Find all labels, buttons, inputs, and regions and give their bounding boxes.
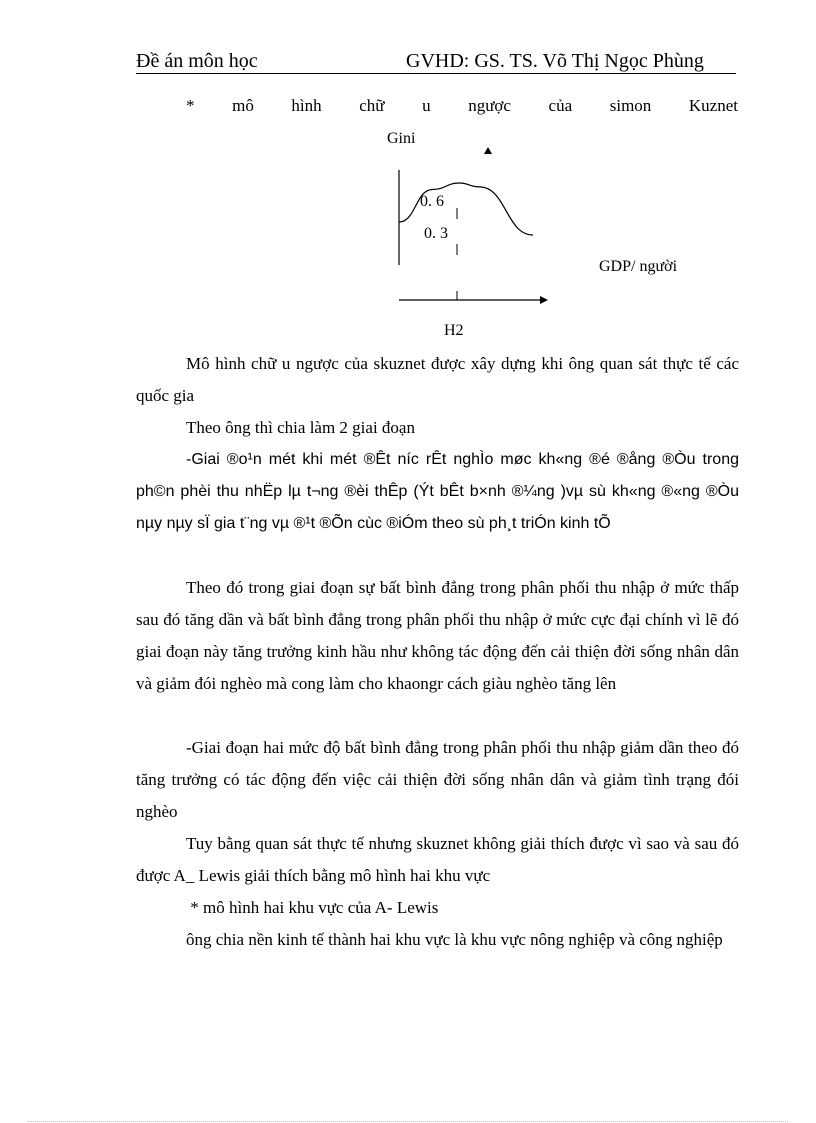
paragraph <box>136 828 739 892</box>
paragraph-text: ông chia nền kinh tế thành hai khu vực là khu vực nông nghiệp và công nghiệp <box>186 930 723 949</box>
paragraph-text: Theo đó trong giai đoạn sự bất bình đẳng trong phân phối thu nhập ở mức thấp sau đó tăng dần và bất bình đẳng trong phân phối thu nhập ở mức cực đại chính vì lẽ đó giai đoạn này tăng trưởng kinh hầu như không tác động đến cải thiện đời sống nhân dân và giảm đói nghèo mà cong làm cho khaongr cách giàu nghèo tăng lên <box>136 578 739 693</box>
subheading <box>136 892 739 924</box>
page-bottom-border <box>28 1121 788 1122</box>
paragraph-garbled <box>136 444 739 540</box>
value-label-0-6: 0. 6 <box>420 193 444 210</box>
paragraph-text: Theo ông thì chia làm 2 giai đoạn <box>186 418 415 437</box>
paragraph-text: -Giai ®o¹n mét khi mét ®Êt níc rÊt nghÌo møc kh«ng ®é ®ång ®Òu trong ph©n phèi thu nhËp lµ t¬ng ®èi thÊp (Ýt bÊt b×nh ®¼ng )vµ sù kh«ng ®«ng ®Òu nµy nµy sÏ gia t¨ng vµ ®¹t ®Õn cùc ®iÓm theo sù ph¸t triÓn kinh tÕ <box>136 451 739 532</box>
paragraph <box>136 924 739 956</box>
caption-word: của <box>548 96 573 115</box>
paragraph-text: -Giai đoạn hai mức độ bất bình đẳng trong phân phối thu nhập giảm dần theo đó tăng trưởng có tác động đến việc cải thiện đời sống nhân dân và giảm tình trạng đói nghèo <box>136 738 739 821</box>
caption-word: hình <box>291 96 322 115</box>
paragraph <box>136 348 739 412</box>
caption-word: Kuznet <box>688 96 738 115</box>
kuznets-curve-figure <box>380 125 700 345</box>
paragraph <box>136 732 739 828</box>
value-label-0-3: 0. 3 <box>424 225 448 242</box>
header-underline <box>136 73 736 74</box>
gdp-axis-label: GDP/ người <box>599 258 678 275</box>
paragraph-text: Tuy bằng quan sát thực tế nhưng skuznet không giải thích được vì sao và sau đó được A_ Lewis giải thích bằng mô hình hai khu vực <box>136 834 739 885</box>
paragraph-text: * mô hình hai khu vực của A- Lewis <box>186 898 439 917</box>
paragraph <box>136 572 739 700</box>
figure-caption <box>186 96 738 116</box>
caption-word: u <box>422 96 431 115</box>
header-course-title: Đề án môn học <box>136 50 258 72</box>
y-axis-arrow-icon <box>484 147 492 154</box>
caption-word: * <box>186 96 195 115</box>
header-supervisor: GVHD: GS. TS. Võ Thị Ngọc Phùng <box>406 50 704 72</box>
paragraph-text: Mô hình chữ u ngược của skuznet được xây dựng khi ông quan sát thực tế các quốc gia <box>136 354 739 405</box>
gini-axis-label: Gini <box>387 130 416 147</box>
x-axis-arrow-icon <box>540 296 548 304</box>
figure-number: H2 <box>444 322 464 339</box>
caption-word: ngược <box>468 96 511 115</box>
caption-word: mô <box>232 96 254 115</box>
paragraph <box>136 412 739 444</box>
caption-word: chữ <box>359 96 385 115</box>
caption-word: simon <box>609 96 652 115</box>
